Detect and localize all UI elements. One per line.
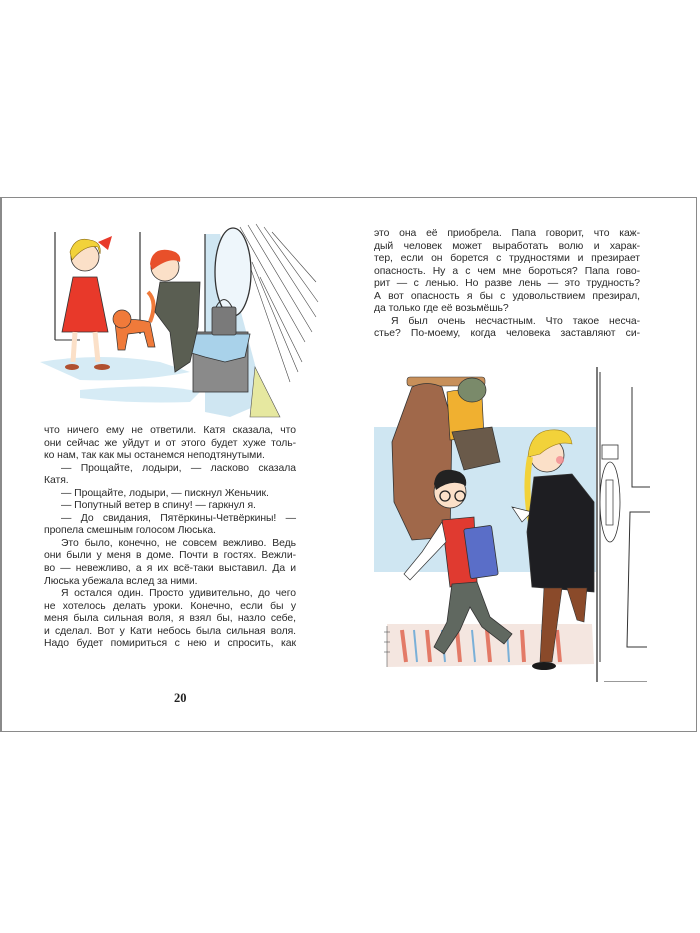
text-line: — Прощайте, лодыри, — ласково сказала <box>61 462 296 474</box>
text-line: тер, если он борется с трудностями и презирает <box>374 253 640 265</box>
text-line: Это было, конечно, не совсем вежливо. Ведь <box>61 537 296 549</box>
text-line: дый человек может выработать волю и харак- <box>374 240 640 252</box>
text-line: пропела смешным голосом Люська. <box>44 525 216 537</box>
text-line: Люська убежала вслед за ними. <box>44 575 198 587</box>
text-line: Я остался один. Просто удивительно, до чего <box>61 588 296 600</box>
text-line: А вот опасность я бы с удовольствием презирал, <box>374 290 640 302</box>
text-line: Катя. <box>44 475 69 487</box>
left-page-body-text <box>44 425 296 651</box>
text-line: да только где её возьмёшь? <box>374 303 509 315</box>
text-line: что ничего ему не ответили. Катя сказала, что <box>44 425 296 436</box>
text-line: стье? По-моему, когда человека заставляют си- <box>374 328 640 340</box>
text-line: и сделал. Вот у Кати небось была сильная воля. <box>44 625 296 637</box>
text-line: — Прощайте, лодыри, — пискнул Женьчик. <box>61 487 269 499</box>
text-line: рит — с ленью. Но разве лень — это трудность? <box>374 278 640 290</box>
text-line: — До свидания, Пятёркины-Четвёркины! — <box>61 512 296 524</box>
girl-cat-boy-mirror-illustration <box>40 222 320 422</box>
text-line: не хотелось делать уроки. Конечно, если бы у <box>44 600 296 612</box>
text-line: Я был очень несчастным. Что такое несча- <box>391 315 640 327</box>
right-page-body-text <box>374 228 640 341</box>
page-number: 20 <box>174 691 187 705</box>
text-line: они сейчас же уйдут и от этого будет хуже толь- <box>44 437 296 449</box>
text-line: они были у меня в доме. Почти в гостях. Вежли- <box>44 550 296 562</box>
text-line: ко нам, так как мы останемся неподтянутыми. <box>44 450 265 462</box>
text-line: во — невежливо, а я их всё-таки выставил. Да и <box>44 563 296 575</box>
boy-girl-hallway-door-illustration <box>372 362 652 682</box>
text-line: меня была сильная воля, я взял бы, назло себе, <box>44 613 296 625</box>
text-line: Надо будет помириться с нею и спросить, как <box>44 638 296 650</box>
text-line: это она её приобрела. Папа говорит, что каж- <box>374 228 640 239</box>
text-line: опасность. Ну а с чем мне бороться? Папа гово- <box>374 265 640 277</box>
text-line: — Попутный ветер в спину! — гаркнул я. <box>61 500 256 512</box>
